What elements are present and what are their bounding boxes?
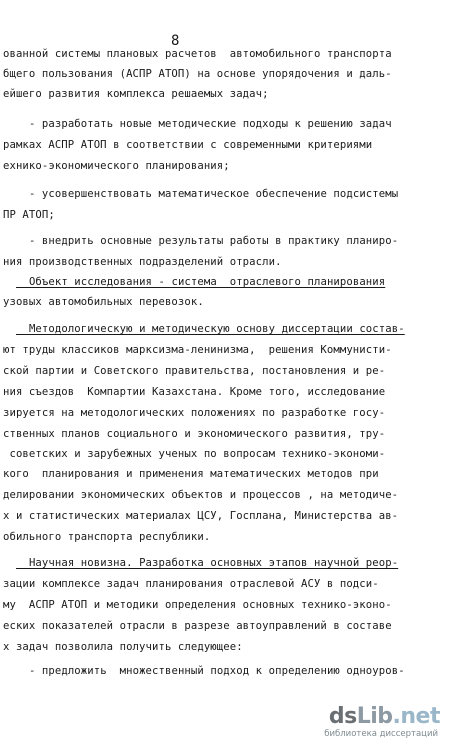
text-line: обильного транспорта республики. bbox=[3, 531, 211, 543]
text-line: советских и зарубежных ученых по вопросам технико-экономи- bbox=[3, 448, 386, 460]
text-line: х задач позволила получить следующее: bbox=[3, 641, 243, 653]
text-line: зации комплексе задач планирования отраслевой АСУ в подси- bbox=[3, 578, 379, 590]
text-line: ния съездов Компартии Казахстана. Кроме того, исследование bbox=[3, 386, 386, 398]
text-line: х и статистических материалах ЦСУ, Госплана, Министерства ав- bbox=[3, 510, 399, 522]
text-line: му АСПР АТОП и методики определения основных технико-эконо- bbox=[3, 599, 392, 611]
text-line: ственных планов социального и экономического развития, тру- bbox=[3, 428, 386, 440]
text-line: еских показателей отрасли в разрезе автоуправлений в составе bbox=[3, 620, 392, 632]
text-line-method-heading: Методологическую и методическую основу диссертации состав- bbox=[16, 323, 405, 335]
text-line-novelty-heading: Научная новизна. Разработка основных этапов научной реор- bbox=[16, 557, 399, 569]
text-line: ейшего развития комплекса решаемых задач; bbox=[3, 88, 269, 100]
text-line: ют труды классиков марксизма-ленинизма, решения Коммунисти- bbox=[3, 344, 392, 356]
text-line: - разработать новые методические подходы к решению задач bbox=[16, 118, 392, 130]
dslib-logo: dsLib.net bbox=[328, 704, 440, 729]
text-line: ехнико-экономического планирования; bbox=[3, 160, 230, 172]
text-line: ованной системы плановых расчетов автомобильного транспорта bbox=[3, 48, 392, 60]
text-line-object-heading: Объект исследования - система отраслевого планирования bbox=[16, 276, 386, 288]
dslib-watermark bbox=[324, 704, 440, 740]
text-line: ПР АТОП; bbox=[3, 209, 55, 221]
page-number: 8 bbox=[171, 33, 180, 49]
text-line: ния производственных подразделений отрасли. bbox=[3, 256, 282, 268]
text-line: бщего пользования (АСПР АТОП) на основе упорядочения и даль- bbox=[3, 68, 392, 80]
text-line: - предложить множественный подход к определению одноуров- bbox=[16, 665, 405, 677]
text-line: делировании экономических объектов и процессов , на методиче- bbox=[3, 489, 399, 501]
text-line: рамках АСПР АТОП в соответствии с современными критериями bbox=[3, 139, 373, 151]
text-line: - усовершенствовать математическое обеспечение подсистемы bbox=[16, 188, 399, 200]
text-line: - внедрить основные результаты работы в практику планиро- bbox=[16, 235, 399, 247]
dslib-subtitle: библиотека диссертаций bbox=[324, 729, 438, 739]
text-line: кого планирования и применения математических методов при bbox=[3, 468, 379, 480]
text-line: узовых автомобильных перевозок. bbox=[3, 296, 204, 308]
text-line: ской партии и Советского правительства, постановления и ре- bbox=[3, 365, 386, 377]
text-line: зируется на методологических положениях по разработке госу- bbox=[3, 407, 386, 419]
